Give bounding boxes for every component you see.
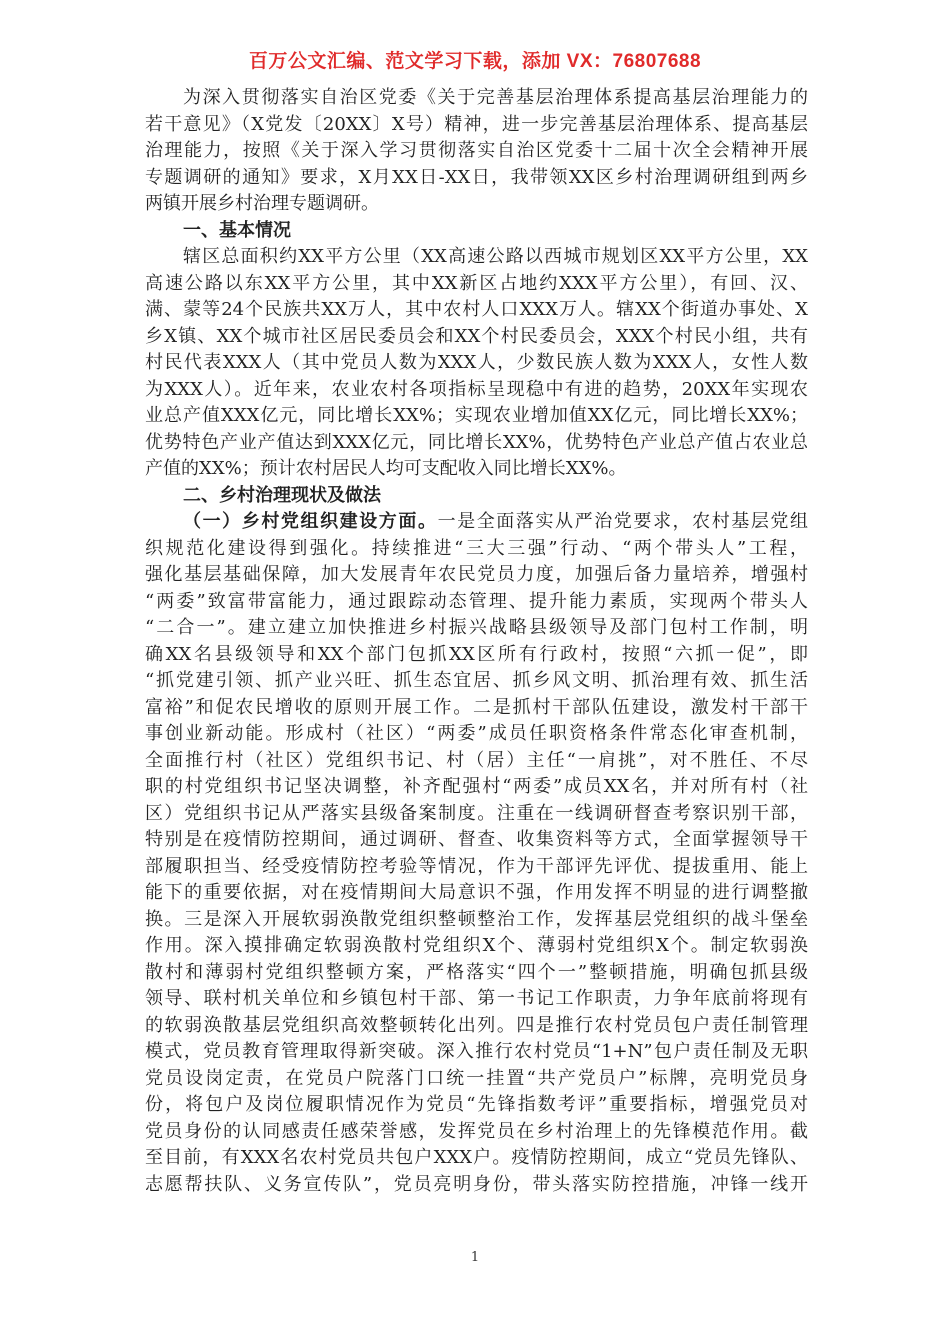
paragraph-line: 部履职担当、经受疫情防控考验等情况，作为干部评先评优、提拔重用、能上 (145, 855, 808, 877)
paragraph-line: “两委”致富带富能力，通过跟踪动态管理、提升能力素质，实现两个带头人 (145, 590, 808, 612)
paragraph-line: 为深入贯彻落实自治区党委《关于完善基层治理体系提高基层治理能力的 (183, 87, 808, 108)
watermark-banner: 百万公文汇编、范文学习下载，添加 VX：76807688 (248, 51, 702, 72)
paragraph-line: 能下的重要依据，对在疫情期间大局意识不强，作用发挥不明显的进行调整撤 (145, 882, 808, 903)
paragraph-line: 全面推行村（社区）党组织书记、村（居）主任“一肩挑”，对不胜任、不尽 (145, 749, 808, 771)
paragraph-line: 两镇开展乡村治理专题调研。 (145, 193, 379, 214)
paragraph-line: 为XXX人）。近年来，农业农村各项指标呈现稳中有进的趋势，20XX年实现农 (145, 378, 808, 400)
paragraph-line: 强化基层基础保障，加大发展青年农民党员力度，加强后备力量培养，增强村 (145, 564, 808, 585)
page-number: 1 (470, 1250, 480, 1265)
paragraph-line: 散村和薄弱村党组织整顿方案，严格落实“四个一”整顿措施，明确包抓县级 (145, 961, 808, 983)
paragraph-line: 领导、联村机关单位和乡镇包村干部、第一书记工作职责，力争年底前将现有 (145, 988, 808, 1009)
paragraph-line: 若干意见》（X党发〔20XX〕X号）精神，进一步完善基层治理体系、提高基层 (145, 113, 808, 135)
paragraph-line: 确XX名县级领导和XX个部门包抓XX区所有行政村，按照“六抓一促”，即 (145, 643, 808, 665)
paragraph-line: 产值的XX%；预计农村居民人均可支配收入同比增长XX%。 (145, 458, 627, 479)
paragraph-text: 一是全面落实从严治党要求，农村基层党组 (437, 511, 809, 532)
section-heading: 一、基本情况 (183, 219, 291, 241)
paragraph-line: 事创业新动能。形成村（社区）“两委”成员任职资格条件常态化审查机制， (145, 723, 808, 744)
paragraph-line: “抓党建引领、抓产业兴旺、抓生态宜居、抓乡风文明、抓治理有效、抓生活 (145, 670, 808, 691)
paragraph-line: 至目前，有XXX名农村党员共包户XXX户。疫情防控期间，成立“党员先锋队、 (145, 1147, 808, 1168)
paragraph-line: 党员身份的认同感责任感荣誉感，发挥党员在乡村治理上的先锋模范作用。截 (145, 1120, 808, 1142)
paragraph-line: 换。三是深入开展软弱涣散党组织整顿整治工作，发挥基层党组织的战斗堡垒 (145, 908, 808, 930)
paragraph-line: 业总产值XXX亿元，同比增长XX%；实现农业增加值XX亿元，同比增长XX%； (145, 405, 808, 426)
paragraph-line: 优势特色产业产值达到XXX亿元，同比增长XX%，优势特色产业总产值占农业总 (145, 431, 808, 453)
paragraph-line: 村民代表XXX人（其中党员人数为XXX人，少数民族人数为XXX人，女性人数 (145, 352, 808, 373)
paragraph-line: 份，将包户及岗位履职情况作为党员“先锋指数考评”重要指标，增强党员对 (145, 1094, 808, 1115)
document-body (145, 85, 808, 1198)
paragraph-line: 治理能力，按照《关于深入学习贯彻落实自治区党委十二届十次全会精神开展 (145, 140, 808, 161)
paragraph-line: 特别是在疫情防控期间，通过调研、督查、收集资料等方式，全面掌握领导干 (145, 829, 808, 850)
paragraph-line: 满、蒙等24个民族共XX万人，其中农村人口XXX万人。辖XX个街道办事处、X (145, 299, 808, 320)
paragraph-line: 专题调研的通知》要求，X月XX日-XX日，我带领XX区乡村治理调研组到两乡 (145, 166, 808, 188)
paragraph-line: 作用。深入摸排确定软弱涣散村党组织X个、薄弱村党组织X个。制定软弱涣 (145, 935, 808, 956)
section-heading: 二、乡村治理现状及做法 (183, 484, 381, 506)
paragraph-line: 的软弱涣散基层党组织高效整顿转化出列。四是推行农村党员包户责任制管理 (145, 1014, 808, 1036)
paragraph-lead: （一）乡村党组织建设方面。 (183, 511, 438, 532)
paragraph-line: 高速公路以东XX平方公里，其中XX新区占地约XXX平方公里），有回、汉、 (145, 272, 808, 294)
paragraph-line: 党员设岗定责，在党员户院落门口统一挂置“共产党员户”标牌，亮明党员身 (145, 1067, 808, 1089)
paragraph-line: 区）党组织书记从严落实县级备案制度。注重在一线调研督查考察识别干部， (145, 802, 808, 824)
paragraph-line: “二合一”。建立建立加快推进乡村振兴战略县级领导及部门包村工作制，明 (145, 617, 808, 638)
paragraph-line: 乡X镇、XX个城市社区居民委员会和XX个村民委员会，XXX个村民小组，共有 (145, 325, 808, 347)
paragraph-line: 辖区总面积约XX平方公里（XX高速公路以西城市规划区XX平方公里，XX (183, 246, 808, 267)
paragraph-line: 职的村党组织书记坚决调整，补齐配强村“两委”成员XX名，并对所有村（社 (145, 776, 808, 797)
paragraph-line: 志愿帮扶队、义务宣传队”，党员亮明身份，带头落实防控措施，冲锋一线开 (145, 1173, 808, 1195)
paragraph-line (145, 509, 808, 536)
paragraph-line: 织规范化建设得到强化。持续推进“三大三强”行动、“两个带头人”工程， (145, 537, 808, 559)
paragraph-line: 富裕”和促农民增收的原则开展工作。二是抓村干部队伍建设，激发村干部干 (145, 696, 808, 718)
paragraph-line: 模式，党员教育管理取得新突破。深入推行农村党员“1+N”包户责任制及无职 (145, 1041, 808, 1062)
